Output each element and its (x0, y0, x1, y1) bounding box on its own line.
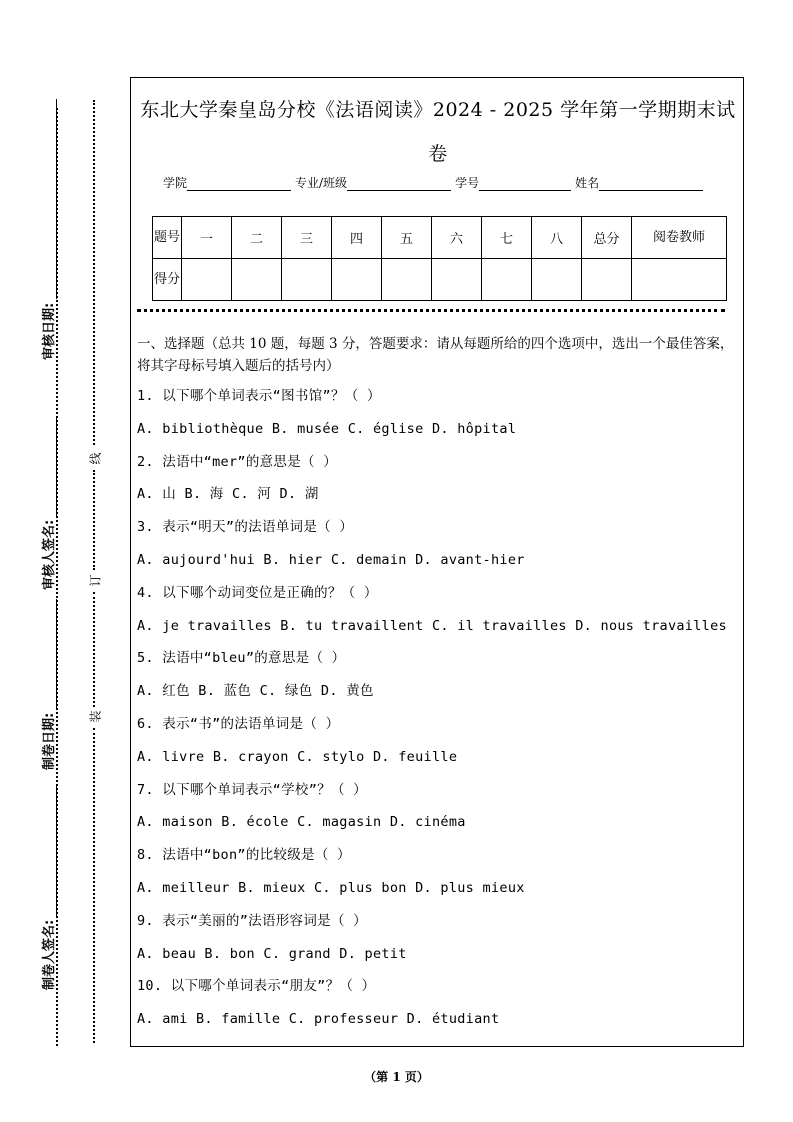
score-col-5: 五 (382, 217, 432, 259)
score-col-total: 总分 (582, 217, 632, 259)
score-cell[interactable] (482, 259, 532, 301)
score-table (152, 216, 727, 301)
question-9: 9. 表示“美丽的”法语形容词是（ ） (137, 912, 367, 929)
question-6: 6. 表示“书”的法语单词是（ ） (137, 715, 340, 732)
score-col-7: 七 (482, 217, 532, 259)
question-1-options: A. bibliothèque B. musée C. église D. hôpital (137, 420, 517, 437)
score-label: 得分 (153, 259, 182, 301)
section-separator (137, 309, 725, 312)
question-2-options: A. 山 B. 海 C. 河 D. 湖 (137, 486, 319, 503)
score-col-6: 六 (432, 217, 482, 259)
binding-margin (0, 0, 70, 1122)
question-3: 3. 表示“明天”的法语单词是（ ） (137, 519, 354, 536)
binding-char-bind: 装 (88, 710, 103, 723)
section-1-heading: 一、选择题（总共 10 题，每题 3 分，答题要求：请从每题所给的四个选项中，选出一个最佳答案，将其字母标号填入题后的括号内） (137, 336, 734, 374)
name-blank[interactable] (599, 178, 703, 191)
exam-page-frame (130, 77, 744, 1047)
score-cell-total[interactable] (582, 259, 632, 301)
grading-teacher-cell[interactable] (632, 259, 727, 301)
exam-title: 东北大学秦皇岛分校《法语阅读》2024 - 2025 学年第一学期期末试卷 (140, 99, 736, 165)
question-3-options: A. aujourd'hui B. hier C. demain D. avant-hier (137, 551, 525, 568)
binding-char-staple: 订 (88, 574, 103, 587)
make-date-label: 制卷日期: (42, 712, 57, 770)
score-col-8: 八 (532, 217, 582, 259)
binding-dots-top (93, 100, 95, 445)
score-cell[interactable] (432, 259, 482, 301)
student-id-label: 学号 (455, 176, 480, 190)
name-label: 姓名 (575, 176, 600, 190)
question-7: 7. 以下哪个单词表示“学校”？（ ） (137, 781, 367, 798)
score-cell[interactable] (332, 259, 382, 301)
binding-char-line: 线 (88, 452, 103, 465)
question-8-options: A. meilleur B. mieux C. plus bon D. plus mieux (137, 879, 525, 896)
question-number-label: 题号 (153, 217, 182, 259)
question-2: 2. 法语中“mer”的意思是（ ） (137, 453, 338, 470)
question-4-options: A. je travailles B. tu travaillent C. il travailles D. nous travailles (137, 617, 727, 634)
question-list (137, 380, 739, 1036)
score-col-3: 三 (282, 217, 332, 259)
score-col-2: 二 (232, 217, 282, 259)
score-table-header-row (153, 217, 727, 259)
maker-sign-label: 制卷人签名: (42, 919, 57, 990)
student-info-row (163, 174, 707, 191)
college-label: 学院 (163, 176, 188, 190)
review-date-label: 审核日期: (42, 302, 57, 360)
question-8: 8. 法语中“bon”的比较级是（ ） (137, 847, 351, 864)
score-cell[interactable] (232, 259, 282, 301)
make-date-blank[interactable] (44, 599, 57, 709)
score-cell[interactable] (532, 259, 582, 301)
review-date-blank[interactable] (44, 99, 57, 299)
maker-sign-blank[interactable] (44, 786, 57, 916)
question-1: 1. 以下哪个单词表示“图书馆”？（ ） (137, 388, 381, 404)
score-col-1: 一 (182, 217, 232, 259)
score-cell[interactable] (282, 259, 332, 301)
question-4: 4. 以下哪个动词变位是正确的？（ ） (137, 584, 378, 601)
college-blank[interactable] (187, 178, 291, 191)
binding-line (88, 100, 103, 1045)
binding-dots-mid1 (93, 470, 95, 570)
question-9-options: A. beau B. bon C. grand D. petit (137, 945, 407, 962)
major-class-label: 专业/班级 (295, 176, 348, 190)
score-cell[interactable] (182, 259, 232, 301)
reviewer-sign-blank[interactable] (44, 416, 57, 516)
score-col-4: 四 (332, 217, 382, 259)
score-table-score-row (153, 259, 727, 301)
question-6-options: A. livre B. crayon C. stylo D. feuille (137, 748, 458, 765)
major-class-blank[interactable] (347, 178, 451, 191)
question-10: 10. 以下哪个单词表示“朋友”？（ ） (137, 978, 376, 995)
grading-teacher-label: 阅卷教师 (632, 217, 727, 259)
score-cell[interactable] (382, 259, 432, 301)
page-number: （第 1 页） (364, 1070, 429, 1084)
question-5-options: A. 红色 B. 蓝色 C. 绿色 D. 黄色 (137, 683, 374, 700)
question-10-options: A. ami B. famille C. professeur D. étudiant (137, 1011, 500, 1028)
question-5: 5. 法语中“bleu”的意思是（ ） (137, 650, 346, 667)
question-7-options: A. maison B. école C. magasin D. cinéma (137, 814, 466, 831)
reviewer-sign-label: 审核人签名: (42, 519, 57, 590)
binding-dots-bottom (93, 728, 95, 1043)
binding-dots-mid2 (93, 592, 95, 707)
student-id-blank[interactable] (479, 178, 571, 191)
